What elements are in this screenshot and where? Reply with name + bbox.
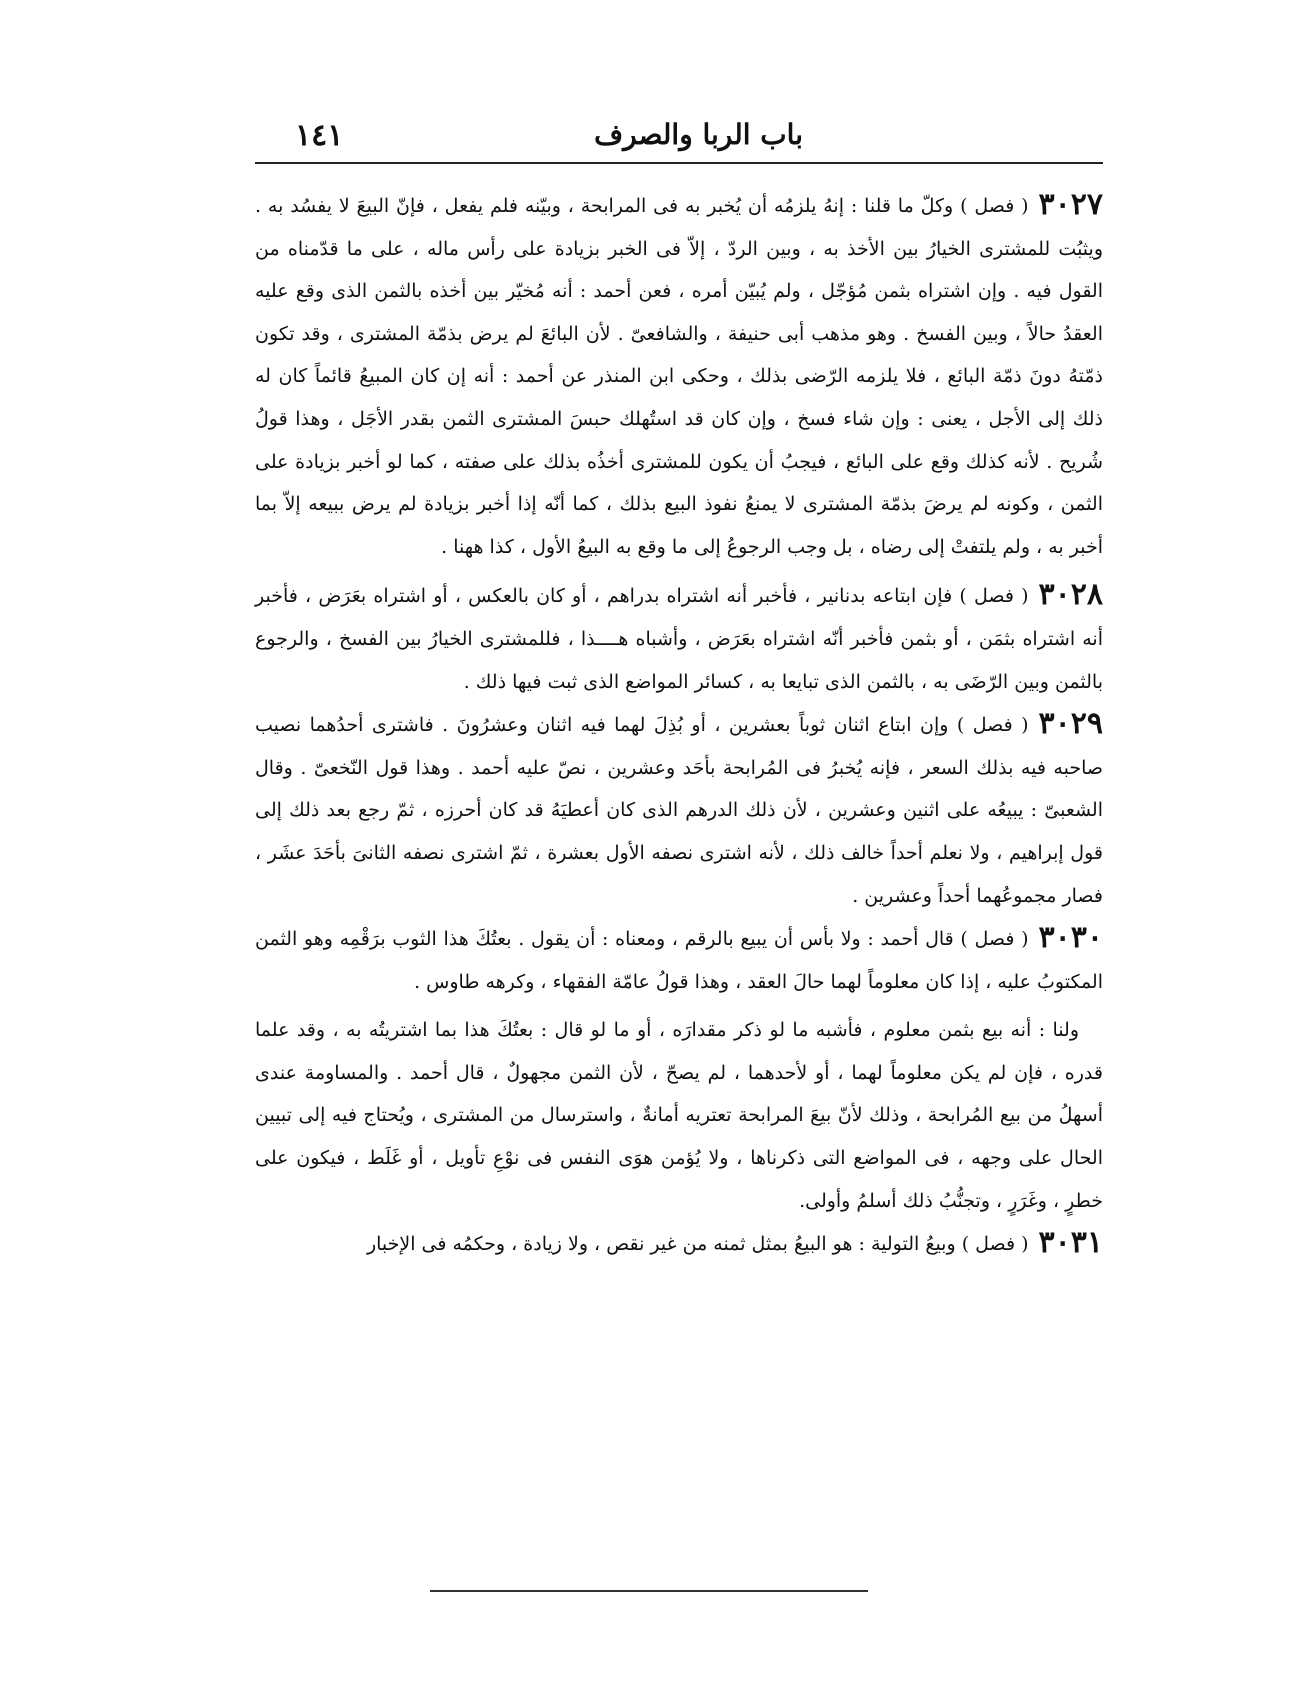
section-number: ٣٠٣١ <box>1038 1225 1103 1261</box>
page-header <box>255 118 1103 158</box>
page-number: ١٤١ <box>295 118 344 153</box>
section-number: ٣٠٣٠ <box>1038 920 1103 956</box>
header-divider <box>255 162 1103 164</box>
paragraph-text: ( فصل ) وإن ابتاع اثنان ثوباً بعشرين ، أو بُذِلَ لهما فيه اثنان وعشرُونَ . فاشترى أحدُهما نصيب صاحبه فيه بذلك السعر ، فإنه يُخبرُ فى المُرابحة بأحَد وعشرين ، نصّ عليه أحمد . وهذا قول النّخعىّ . وقال الشعبىّ : يبيعُه على اثنين وعشرين ، لأن ذلك الدرهم الذى كان أعطيَهُ قد كان أحرزه ، ثمّ رجع بعد ذلك إلى قول إبراهيم ، ولا نعلم أحداً خالف ذلك ، لأنه اشترى نصفه الأول بعشرة ، ثمّ اشترى نصفه الثانىَ بأحَدَ عشَر ، فصار مجموعُهما أحداً وعشرين . <box>255 714 1103 907</box>
section-number: ٣٠٢٩ <box>1038 706 1103 742</box>
paragraph-wa-lana <box>255 1009 1103 1222</box>
paragraph-3028 <box>255 574 1103 703</box>
footer-divider <box>430 1590 868 1592</box>
paragraph-3030 <box>255 917 1103 1003</box>
paragraph-3027 <box>255 184 1103 568</box>
paragraph-text: ( فصل ) قال أحمد : ولا بأس أن يبيع بالرقم ، ومعناه : أن يقول . بعتُكَ هذا الثوب برَقْمِه وهو الثمن المكتوبُ عليه ، إذا كان معلوماً لهما حالَ العقد ، وهذا قولُ عامّة الفقهاء ، وكرهه طاوس . <box>255 928 1103 993</box>
section-number: ٣٠٢٧ <box>1038 187 1103 222</box>
running-title: باب الربا والصرف <box>594 118 803 151</box>
paragraph-3031 <box>255 1222 1103 1266</box>
paragraph-text: ولنا : أنه بيع بثمن معلوم ، فأشبه ما لو ذكر مقدارَه ، أو ما لو قال : بعتُكَ هذا بما اشتريتُه به ، وقد علما قدره ، فإن لم يكن معلوماً لهما ، أو لأحدهما ، لم يصحّ ، لأن الثمن مجهولٌ ، قال أحمد . والمساومة عندى أسهلُ من بيع المُرابحة ، وذلك لأنّ بيعَ المرابحة تعتريه أمانةٌ ، واسترسال من المشترى ، ويُحتاج فيه إلى تبيين الحال على وجهه ، فى المواضع التى ذكرناها ، ولا يُؤمن هوَى النفس فى نوْعِ تأويل ، أو غَلَط ، فيكون على خطرٍ ، وغَرَرٍ ، وتجنُّبُ ذلك أسلمُ وأولى. <box>255 1019 1103 1212</box>
paragraph-text: ( فصل ) وكلّ ما قلنا : إنهُ يلزمُه أن يُخبر به فى المرابحة ، وبيّنه فلم يفعل ، فإنّ البيعَ لا يفسُد به . ويثبُت للمشترى الخيارُ بين الأخذ به ، وبين الردّ ، إلاّ فى الخبر بزيادة على رأس ماله ، على ما قدّمناه من القول فيه . وإن اشتراه بثمن مُؤجّل ، ولم يُبيّن أمره ، فعن أحمد : أنه مُخيّر بين أخذه بالثمن الذى وقع عليه العقدُ حالاً ، وبين الفسخ . وهو مذهب أبى حنيفة ، والشافعىّ . لأن البائعَ لم يرض بذمّة المشترى ، وقد تكون ذمّتهُ دونَ ذمّة البائع ، فلا يلزمه الرّضى بذلك ، وحكى ابن المنذر عن أحمد : أنه إن كان المبيعُ قائماً كان له ذلك إلى الأجل ، يعنى : وإن شاء فسخ ، وإن كان قد استُهلك حبسَ المشترى الثمن بقدر الأجَل ، وهذا قولُ شُريح . لأنه كذلك وقع على البائع ، فيجبُ أن يكون للمشترى أخذُه بذلك على صفته ، كما لو أخبر بزيادة على الثمن ، وكونه لم يرضَ بذمّة المشترى لا يمنعُ نفوذ البيع بذلك ، كما أنّه إذا أخبر بزيادة لم يرض ببيعه إلاّ بما أخبر به ، ولم يلتفتْ إلى رضاه ، بل وجب الرجوعُ إلى ما وقع به البيعُ الأول ، كذا ههنا . <box>255 195 1103 558</box>
paragraph-text: ( فصل ) فإن ابتاعه بدنانير ، فأخبر أنه اشتراه بدراهم ، أو كان بالعكس ، أو اشتراه بعَرَض ، فأخبر أنه اشتراه بثمَن ، أو بثمن فأخبر أنّه اشتراه بعَرَض ، وأشباه هــــذا ، فللمشترى الخيارُ بين الفسخ ، والرجوع بالثمن وبين الرّضَى به ، بالثمن الذى تبايعا به ، كسائر المواضع الذى ثبت فيها ذلك . <box>255 585 1103 693</box>
section-number: ٣٠٢٨ <box>1038 577 1103 613</box>
paragraph-3029 <box>255 703 1103 917</box>
paragraph-text: ( فصل ) وبيعُ التولية : هو البيعُ بمثل ثمنه من غير نقص ، ولا زيادة ، وحكمُه فى الإخبار <box>366 1233 1029 1256</box>
page-body <box>255 184 1103 1266</box>
